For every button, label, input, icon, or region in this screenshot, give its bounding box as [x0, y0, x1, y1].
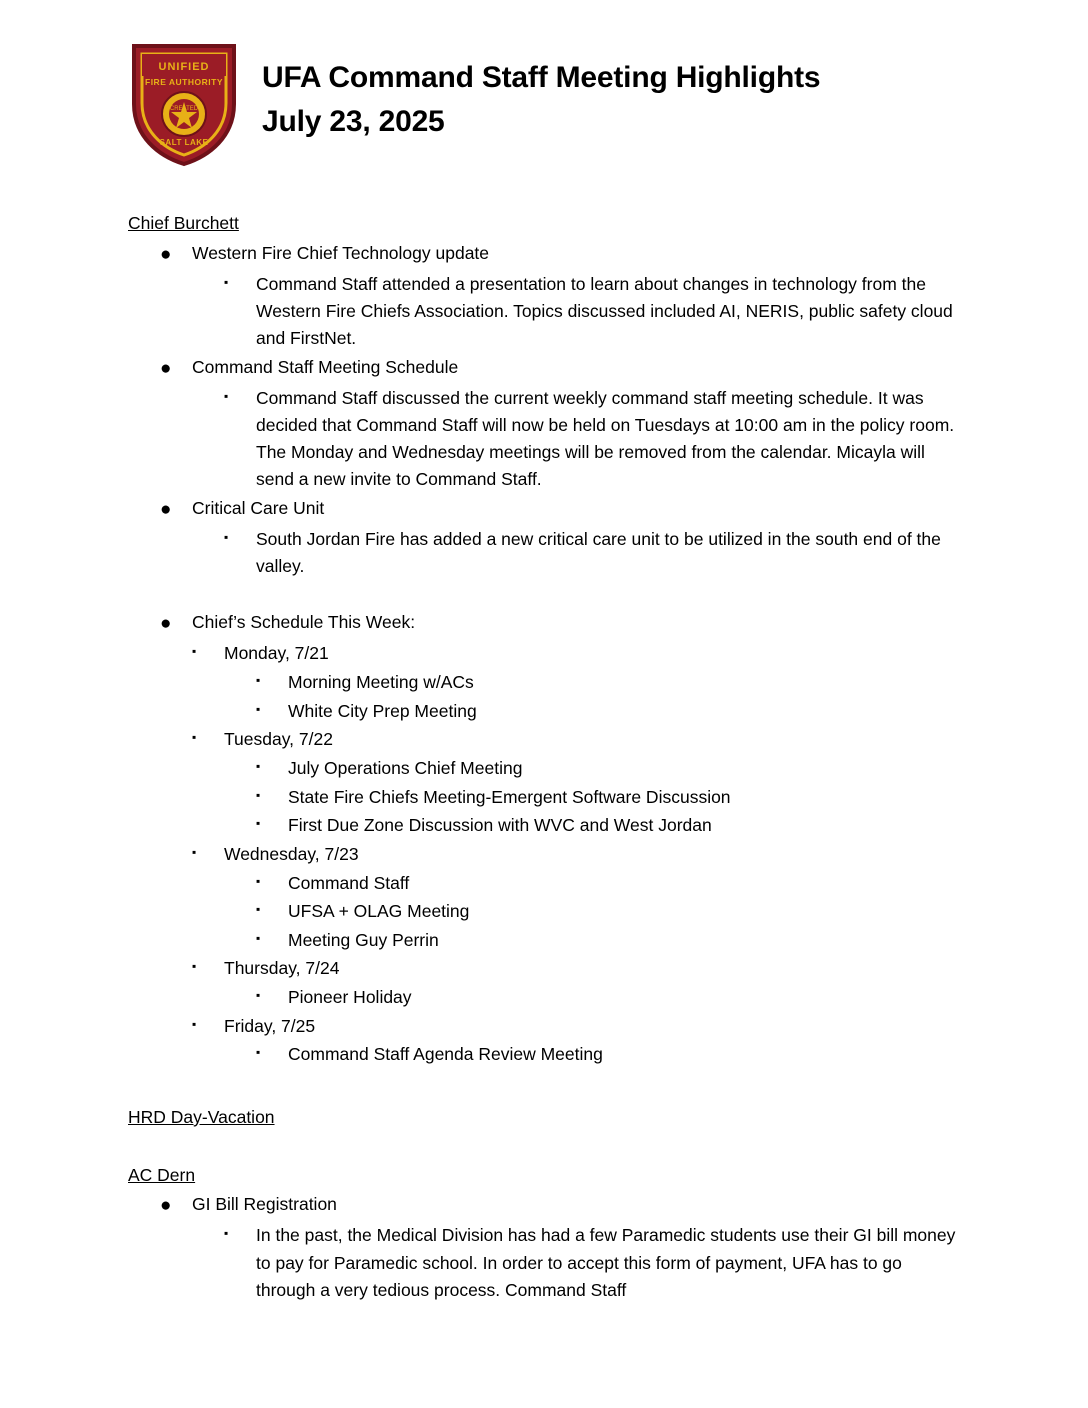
list-item — [224, 526, 960, 581]
schedule-event-text: Meeting Guy Perrin — [288, 929, 439, 950]
schedule-event-text: Command Staff — [288, 872, 410, 893]
section-heading-chief-burchett: Chief Burchett — [128, 213, 239, 233]
schedule-title-text: Chief’s Schedule This Week: — [192, 612, 416, 633]
schedule-event — [256, 784, 960, 812]
list-item — [224, 1222, 960, 1304]
bullet-square-icon: ▪ — [192, 844, 197, 859]
bullet-square-icon: ▪ — [256, 1045, 261, 1060]
svg-text:FIRE AUTHORITY: FIRE AUTHORITY — [145, 77, 223, 87]
list-item — [160, 240, 960, 270]
list-item — [160, 354, 960, 384]
list-item-text: In the past, the Medical Division has had a few Paramedic students use their GI bill money to pay for Paramedic school. In order to accept this form of payment, UFA has to go through a very tedious process. Command Staff — [256, 1225, 956, 1300]
schedule-event — [256, 870, 960, 898]
bullet-square-icon: ▪ — [256, 758, 261, 773]
spacer — [128, 1134, 960, 1162]
bullet-square-icon: ▪ — [224, 388, 229, 403]
schedule-event — [256, 755, 960, 783]
bullet-square-icon: ▪ — [192, 730, 197, 745]
bullet-square-icon: ▪ — [224, 1226, 229, 1241]
title-block — [262, 38, 820, 143]
list-item-text: GI Bill Registration — [192, 1194, 337, 1215]
schedule-event — [256, 1041, 960, 1069]
spacer — [128, 581, 960, 609]
bullet-square-icon: ▪ — [192, 959, 197, 974]
schedule-event-text: UFSA + OLAG Meeting — [288, 901, 470, 922]
schedule-event-text: State Fire Chiefs Meeting-Emergent Software Discussion — [288, 786, 731, 807]
bullet-round-icon: ● — [160, 243, 172, 265]
schedule-event-text: First Due Zone Discussion with WVC and West Jordan — [288, 815, 712, 836]
list-item-text: Critical Care Unit — [192, 497, 325, 518]
bullet-square-icon: ▪ — [256, 787, 261, 802]
bullet-round-icon: ● — [160, 613, 172, 635]
schedule-event-text: Command Staff Agenda Review Meeting — [288, 1044, 603, 1065]
schedule-title — [160, 609, 960, 639]
schedule-event — [256, 984, 960, 1012]
list-item-text: Western Fire Chief Technology update — [192, 242, 490, 263]
schedule-day-label: Monday, 7/21 — [224, 643, 329, 664]
schedule-event-text: Morning Meeting w/ACs — [288, 672, 474, 693]
bullet-square-icon: ▪ — [224, 529, 229, 544]
schedule-day — [192, 955, 960, 983]
bullet-square-icon: ▪ — [192, 1016, 197, 1031]
schedule-day — [192, 640, 960, 668]
schedule-day-label: Wednesday, 7/23 — [224, 843, 359, 864]
section-heading-ac-dern: AC Dern — [128, 1164, 196, 1185]
bullet-square-icon: ▪ — [192, 644, 197, 659]
list-item — [224, 385, 960, 494]
list-item — [224, 271, 960, 353]
document-body — [0, 210, 1088, 1304]
list-item-text: Command Staff attended a presentation to learn about changes in technology from the Western Fire Chiefs Association. Topics discussed included AI, NERIS, public safety cloud and FirstNet. — [256, 273, 953, 349]
page-title-line2: July 23, 2025 — [262, 104, 445, 138]
page-title-line1: UFA Command Staff Meeting Highlights — [262, 61, 821, 94]
section-heading-hrd-day-vacation: HRD Day-Vacation — [128, 1106, 275, 1127]
document-header — [0, 0, 1088, 168]
schedule-day — [192, 1013, 960, 1041]
bullet-square-icon: ▪ — [256, 816, 261, 831]
bullet-square-icon: ▪ — [256, 701, 261, 716]
list-item-text: Command Staff Meeting Schedule — [192, 356, 459, 377]
list-item — [160, 495, 960, 525]
schedule-event — [256, 812, 960, 840]
bullet-round-icon: ● — [160, 357, 172, 379]
list-item-text: South Jordan Fire has added a new critical care unit to be utilized in the south end of the valley. — [256, 528, 941, 577]
bullet-square-icon: ▪ — [256, 930, 261, 945]
schedule-day-label: Thursday, 7/24 — [224, 958, 340, 979]
list-item-text: Command Staff discussed the current weekly command staff meeting schedule. It was decided that Command Staff will now be held on Tuesdays at 10:00 am in the policy room. The Monday and Wednesday meetings will be removed from the calendar. Micayla will send a new invite to Command Staff. — [256, 387, 955, 490]
schedule-day — [192, 841, 960, 869]
spacer — [128, 1070, 960, 1104]
bullet-square-icon: ▪ — [256, 873, 261, 888]
svg-text:CREATED: CREATED — [169, 106, 199, 112]
schedule-event — [256, 927, 960, 955]
schedule-event — [256, 898, 960, 926]
unified-fire-authority-shield-logo — [128, 40, 240, 168]
schedule-day-label: Tuesday, 7/22 — [224, 729, 333, 750]
schedule-day — [192, 726, 960, 754]
schedule-event-text: July Operations Chief Meeting — [288, 757, 523, 778]
list-item — [160, 1191, 960, 1221]
svg-text:UNIFIED: UNIFIED — [158, 61, 210, 73]
bullet-square-icon: ▪ — [224, 274, 229, 289]
bullet-square-icon: ▪ — [256, 902, 261, 917]
bullet-square-icon: ▪ — [256, 988, 261, 1003]
svg-text:SALT LAKE: SALT LAKE — [159, 138, 209, 147]
bullet-round-icon: ● — [160, 498, 172, 520]
schedule-day-label: Friday, 7/25 — [224, 1015, 316, 1036]
schedule-event-text: Pioneer Holiday — [288, 987, 412, 1008]
schedule-event-text: White City Prep Meeting — [288, 700, 477, 721]
bullet-round-icon: ● — [160, 1195, 172, 1217]
schedule-event — [256, 669, 960, 697]
bullet-square-icon: ▪ — [256, 673, 261, 688]
schedule-event — [256, 698, 960, 726]
